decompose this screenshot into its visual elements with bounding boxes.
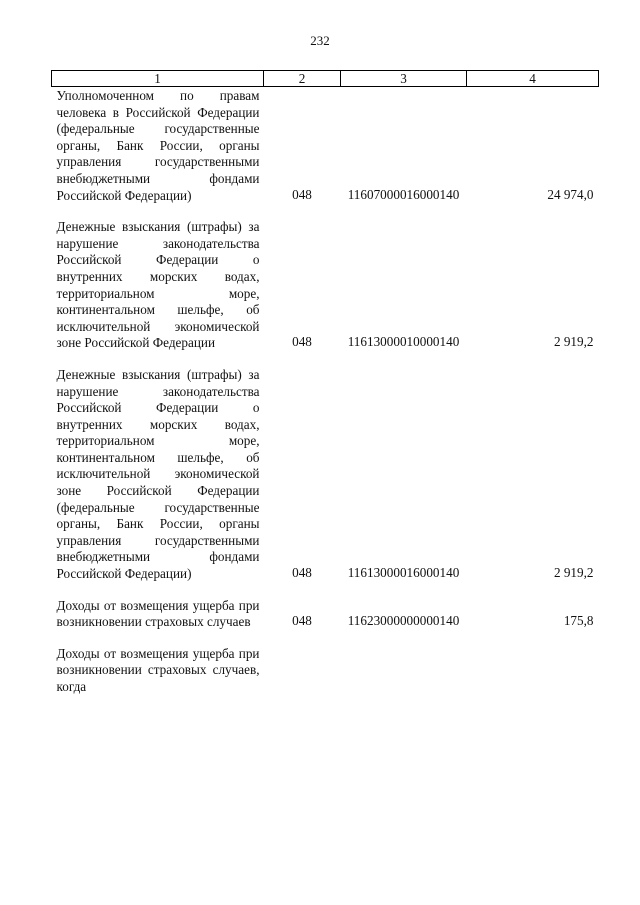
row-description: Доходы от возмещения ущерба при возникновении страховых случаев [56, 597, 260, 630]
row-amount: 175,8 [563, 613, 594, 629]
row-admin-code: 048 [292, 186, 312, 202]
row-admin-code: 048 [292, 613, 312, 629]
row-kbk: 11623000000000140 [347, 613, 460, 629]
row-amount: 24 974,0 [547, 186, 594, 202]
row-admin-code: 048 [292, 565, 312, 581]
table-row [52, 584, 599, 632]
row-kbk: 11613000016000140 [347, 565, 460, 581]
row-amount: 2 919,2 [553, 334, 594, 350]
row-amount [467, 632, 599, 697]
row-description: Денежные взыскания (штрафы) за нарушение законодательства Российской Федерации о внутренних морских водах, территориальном море, континентальном шельфе, об исключительной экономической зоне Российской Федерации [56, 219, 260, 351]
header-col-4: 4 [467, 71, 599, 87]
row-description: Доходы от возмещения ущерба при возникновении страховых случаев, когда [56, 645, 260, 694]
row-amount: 2 919,2 [553, 565, 594, 581]
header-col-2: 2 [264, 71, 341, 87]
header-col-1: 1 [52, 71, 264, 87]
row-kbk [341, 632, 467, 697]
table-row [52, 87, 599, 206]
row-admin-code [264, 632, 341, 697]
row-kbk: 11607000016000140 [347, 186, 460, 202]
table-header-row [52, 71, 599, 87]
budget-revenue-table [51, 70, 599, 697]
row-description: Уполномоченном по правам человека в Российской Федерации (федеральные государственные органы, Банк России, органы управления государственными внебюджетными фондами Российской Федерации) [56, 88, 260, 203]
header-col-3: 3 [341, 71, 467, 87]
row-kbk: 11613000010000140 [347, 334, 460, 350]
row-description: Денежные взыскания (штрафы) за нарушение законодательства Российской Федерации о внутренних морских водах, территориальном море, континентальном шельфе, об исключительной экономической зоне Российской Федерации (федеральные государственные органы, Банк России, органы управления государственными внебюджетными фондами Российской Федерации) [56, 366, 260, 582]
table-row [52, 205, 599, 353]
table-row [52, 632, 599, 697]
page-number: 232 [310, 33, 330, 48]
table-row [52, 353, 599, 584]
row-admin-code: 048 [292, 334, 312, 350]
